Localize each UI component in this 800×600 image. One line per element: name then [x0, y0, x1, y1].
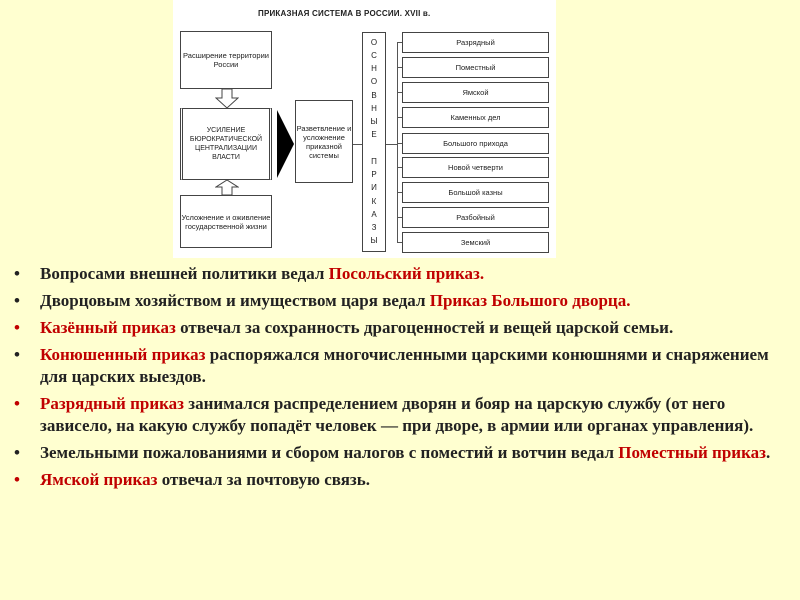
- diagram-title: ПРИКАЗНАЯ СИСТЕМА В РОССИИ. XVII в.: [258, 9, 431, 18]
- box-branching: Разветвление и усложнение приказной системы: [295, 100, 353, 183]
- bullet-text: отвечал за сохранность драгоценностей и вещей царской семьи.: [175, 318, 674, 337]
- highlighted-prikaz-name: Разрядный приказ: [40, 394, 184, 413]
- letter: Н: [371, 103, 377, 113]
- letter: И: [371, 183, 377, 193]
- bullet-item: [14, 469, 784, 491]
- prikaz-box: Ямской: [402, 82, 549, 103]
- highlighted-prikaz-name: Казённый приказ: [40, 318, 176, 337]
- letter: Ы: [370, 117, 378, 127]
- bullet-icon: •: [14, 470, 20, 489]
- bullet-text: распоряжался многочисленными царскими конюшнями и снаряжением для царских выездов.: [40, 345, 769, 386]
- prikaz-box: Новой четверти: [402, 157, 549, 178]
- bullet-item: [14, 442, 784, 464]
- letter: В: [371, 90, 377, 100]
- letter: К: [371, 196, 377, 206]
- box-strengthening: УСИЛЕНИЕ БЮРОКРАТИЧЕСКОЙ ЦЕНТРАЛИЗАЦИИ ВЛАСТИ: [180, 108, 272, 180]
- connector: [386, 144, 397, 145]
- bullet-item: [14, 393, 784, 437]
- bullet-list: [14, 263, 784, 496]
- bullet-icon: •: [14, 345, 20, 364]
- bullet-text: отвечал за почтовую связь.: [157, 470, 370, 489]
- letter: А: [371, 209, 377, 219]
- highlighted-prikaz-name: Поместный приказ: [618, 443, 766, 462]
- bullet-text: Дворцовым хозяйством и имуществом царя ведал: [40, 291, 430, 310]
- letter: Н: [371, 64, 377, 74]
- letter-gap: [373, 144, 375, 154]
- connector: [353, 144, 362, 145]
- arrow-down-icon: [215, 89, 239, 109]
- bullet-text: .: [765, 443, 771, 462]
- letter: Р: [371, 170, 377, 180]
- arrow-right-icon: [275, 108, 295, 180]
- prikaz-box: Земский: [402, 232, 549, 253]
- bullet-icon: •: [14, 291, 20, 310]
- vertical-label-main-prikazy: [362, 32, 386, 252]
- prikaz-box: Поместный: [402, 57, 549, 78]
- prikaz-system-diagram: [173, 0, 556, 258]
- highlighted-prikaz-name: Конюшенный приказ: [40, 345, 206, 364]
- highlighted-prikaz-name: Ямской приказ: [40, 470, 158, 489]
- bullet-icon: •: [14, 264, 20, 283]
- letter: О: [370, 77, 378, 87]
- letter: Ы: [370, 236, 378, 246]
- prikaz-box: Большого прихода: [402, 133, 549, 154]
- highlighted-prikaz-name: Приказ Большого дворца.: [429, 291, 631, 310]
- prikaz-box: Каменных дел: [402, 107, 549, 128]
- prikaz-box: Большой казны: [402, 182, 549, 203]
- bullet-text: Вопросами внешней политики ведал: [40, 264, 329, 283]
- bullet-icon: •: [14, 443, 20, 462]
- box-territory-expansion: Расширение территории России: [180, 31, 272, 89]
- prikaz-box: Разбойный: [402, 207, 549, 228]
- letter: П: [371, 156, 377, 166]
- bullet-item: [14, 344, 784, 388]
- bullet-text: Земельными пожалованиями и сбором налогов с поместий и вотчин ведал: [40, 443, 619, 462]
- letter: Е: [371, 130, 377, 140]
- letter: О: [370, 37, 378, 47]
- letter: С: [371, 50, 377, 60]
- letter: З: [371, 223, 377, 233]
- bullet-icon: •: [14, 394, 20, 413]
- bullet-item: [14, 263, 784, 285]
- box-complication: Усложнение и оживление государственной жизни: [180, 195, 272, 248]
- bullet-item: [14, 317, 784, 339]
- bullet-icon: •: [14, 318, 20, 337]
- arrow-up-icon: [215, 179, 239, 196]
- prikaz-box: Разрядный: [402, 32, 549, 53]
- bullet-text: занимался распределением дворян и бояр на царскую службу (от него зависело, на какую службу попадёт человек — при дворе, в армии или органах управления).: [40, 394, 754, 435]
- bullet-item: [14, 290, 784, 312]
- highlighted-prikaz-name: Посольский приказ.: [328, 264, 485, 283]
